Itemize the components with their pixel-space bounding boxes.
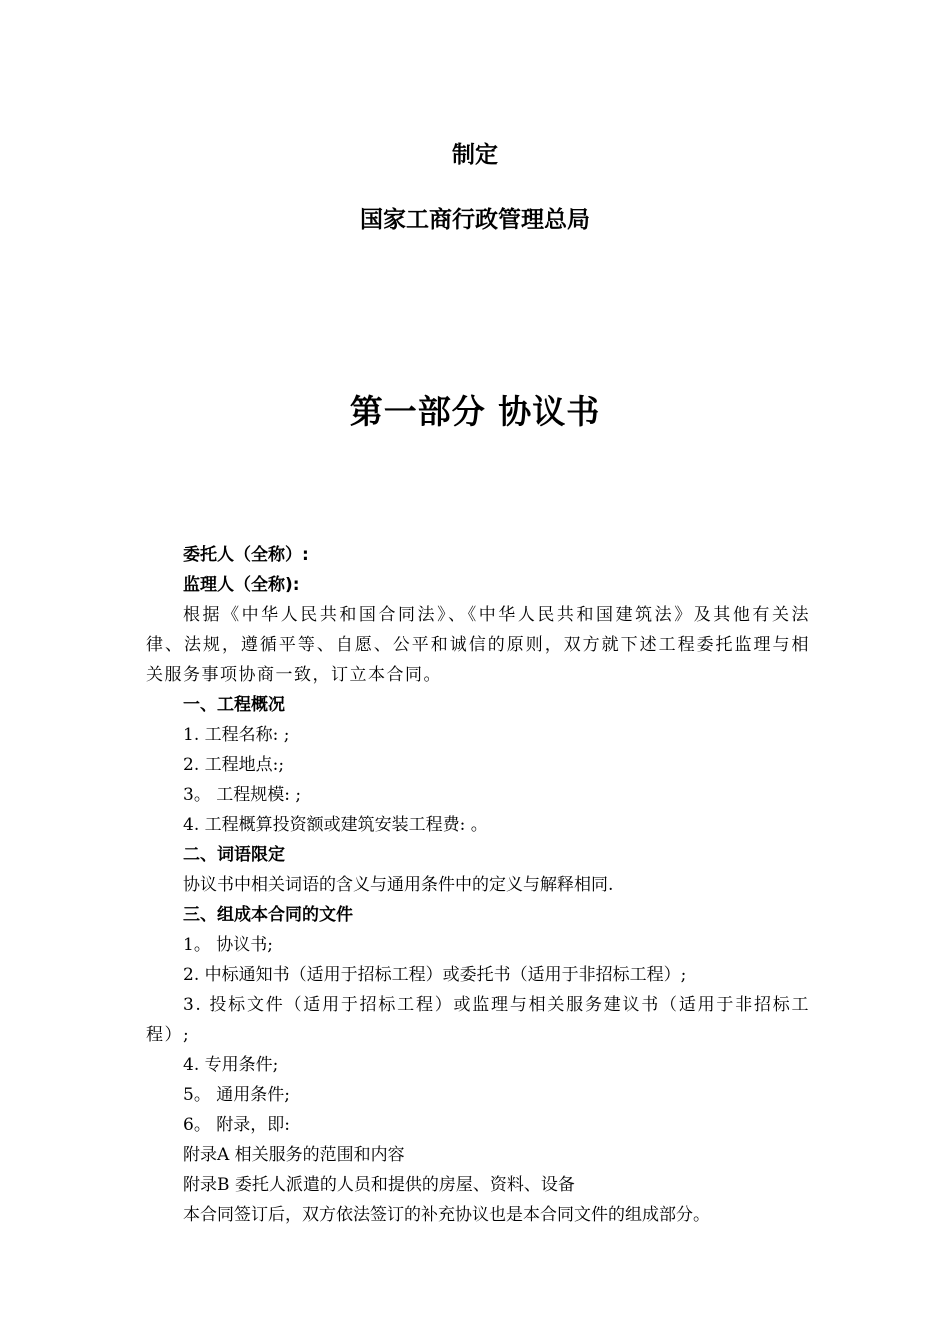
section-3-heading: 三、组成本合同的文件 (183, 905, 353, 925)
agreement-body (146, 540, 810, 1230)
supervisor-party-line: 监理人（全称): (183, 575, 300, 595)
document-item-special-conditions: 4. 专用条件; (183, 1055, 279, 1075)
project-location-item: 2. 工程地点:; (183, 755, 285, 775)
document-item-appendices: 6。 附录，即: (183, 1115, 290, 1135)
document-item-award-notice: 2. 中标通知书（适用于招标工程）或委托书（适用于非招标工程）; (183, 965, 687, 985)
document-item-bid-documents: 3. 投标文件（适用于招标工程）或监理与相关服务建议书（适用于非招标工程）; (146, 995, 810, 1045)
client-party-line: 委托人（全称）: (183, 545, 309, 565)
issuer-label: 制定 (452, 142, 498, 168)
project-scale-item: 3。 工程规模: ; (183, 785, 302, 805)
document-item-general-conditions: 5。 通用条件; (183, 1085, 290, 1105)
issuer-name: 国家工商行政管理总局 (360, 207, 590, 233)
project-budget-item: 4. 工程概算投资额或建筑安装工程费: 。 (183, 815, 488, 835)
supplementary-agreement-line: 本合同签订后，双方依法签订的补充协议也是本合同文件的组成部分。 (183, 1205, 710, 1225)
section-1-heading: 一、工程概况 (183, 695, 285, 715)
terms-definition-text: 协议书中相关词语的含义与通用条件中的定义与解释相同. (183, 875, 614, 895)
section-2-heading: 二、词语限定 (183, 845, 285, 865)
document-item-agreement: 1。 协议书; (183, 935, 273, 955)
intro-paragraph: 根据《中华人民共和国合同法》、《中华人民共和国建筑法》及其他有关法律、法规，遵循平等、自愿、公平和诚信的原则，双方就下述工程委托监理与相关服务事项协商一致，订立本合同。 (146, 605, 810, 685)
project-name-item: 1. 工程名称: ; (183, 725, 290, 745)
section-title: 第一部分 协议书 (349, 392, 601, 431)
appendix-a-line: 附录A 相关服务的范围和内容 (183, 1145, 405, 1165)
appendix-b-line: 附录B 委托人派遣的人员和提供的房屋、资料、设备 (183, 1175, 575, 1195)
